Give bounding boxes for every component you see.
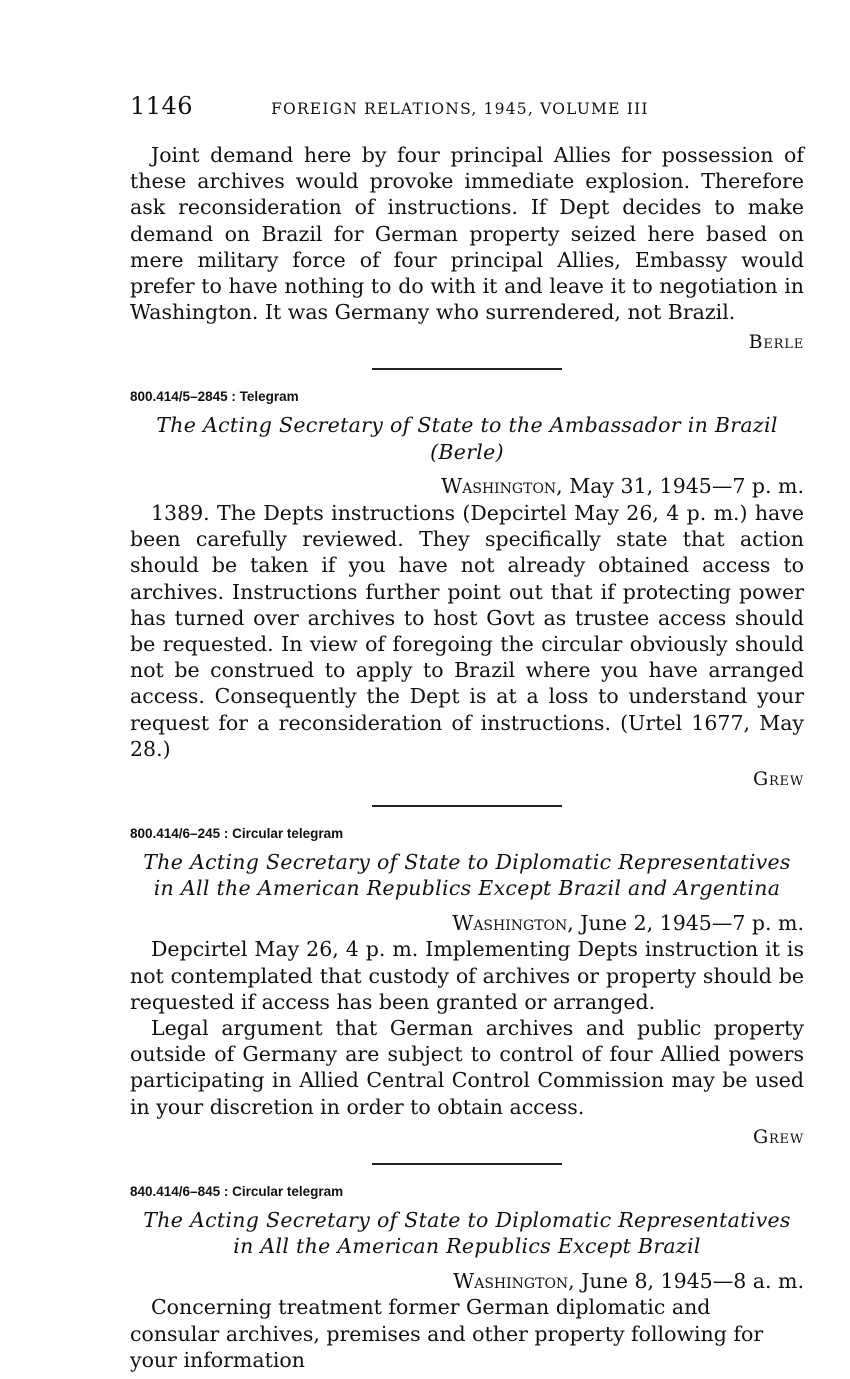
- body-paragraph: Depcirtel May 26, 4 p. m. Implementing Depts instruction it is not contemplated that custody of archives or property should be requested if access has been granted or arranged.: [130, 937, 804, 1014]
- document-title: The Acting Secretary of State to the Ambassador in Brazil (Berle): [156, 413, 778, 464]
- dateline-place: Washington,: [441, 474, 563, 499]
- document-title: The Acting Secretary of State to Diplomatic Representatives in All the American Republics Except Brazil and Argentina: [143, 849, 791, 901]
- body-paragraph: Joint demand here by four principal Allies for possession of these archives would provoke immediate explosion. Therefore ask reconsideration of instructions. If Dept decides to make demand on Brazil for German property seized here based on mere military force of four principal Allies, Embassy would prefer to have nothing to do with it and leave it to negotiation in Washington. It was Germany who surrendered, not Brazil.: [130, 143, 804, 325]
- signature: Grew: [752, 1125, 804, 1148]
- dateline: [130, 910, 804, 937]
- document-title: The Acting Secretary of State to Diplomatic Representatives in All the American Republics Except Brazil: [143, 1207, 791, 1259]
- section-circular-june-8: [130, 1183, 804, 1373]
- dateline-date: June 8, 1945—8 a. m.: [574, 1268, 804, 1293]
- section-berle-telegram: [130, 142, 804, 355]
- dateline: [130, 1268, 804, 1295]
- running-head: FOREIGN RELATIONS, 1945, VOLUME III: [271, 100, 649, 118]
- signature: Grew: [752, 767, 804, 790]
- section-circular-june-2: [130, 825, 804, 1150]
- section-divider: [372, 368, 562, 370]
- body-paragraph: 1389. The Depts instructions (Depcirtel May 26, 4 p. m.) have been carefully reviewed. They specifically state that action should be taken if you have not already obtained access to archives. Instructions further point out that if protecting power has turned over archives to host Govt as trustee access should be requested. In view of foregoing the circular obviously should not be construed to apply to Brazil where you have arranged access. Consequently the Dept is at a loss to understand your request for a reconsideration of instructions. (Urtel 1677, May 28.): [130, 500, 804, 761]
- signature: Berle: [748, 331, 804, 354]
- body-paragraph: Concerning treatment former German diplomatic and consular archives, premises and other property following for your information: [130, 1295, 764, 1372]
- section-divider: [372, 805, 562, 807]
- dateline-place: Washington,: [452, 910, 574, 935]
- file-reference: 800.414/5–2845 : Telegram: [130, 389, 299, 405]
- dateline: [130, 473, 804, 500]
- dateline-date: June 2, 1945—7 p. m.: [573, 910, 804, 935]
- file-reference: 800.414/6–245 : Circular telegram: [130, 825, 344, 841]
- body-paragraph: Legal argument that German archives and public property outside of Germany are subject to control of four Allied powers participating in Allied Central Control Commission may be used in your discretion in order to obtain access.: [130, 1016, 804, 1119]
- dateline-date: May 31, 1945—7 p. m.: [562, 474, 804, 499]
- page-header: [130, 92, 804, 132]
- document-page: [130, 92, 804, 1373]
- page-number: 1146: [130, 92, 194, 120]
- dateline-place: Washington,: [453, 1268, 575, 1293]
- file-reference: 840.414/6–845 : Circular telegram: [130, 1183, 344, 1199]
- section-divider: [372, 1163, 562, 1165]
- section-telegram-1389: [130, 388, 804, 792]
